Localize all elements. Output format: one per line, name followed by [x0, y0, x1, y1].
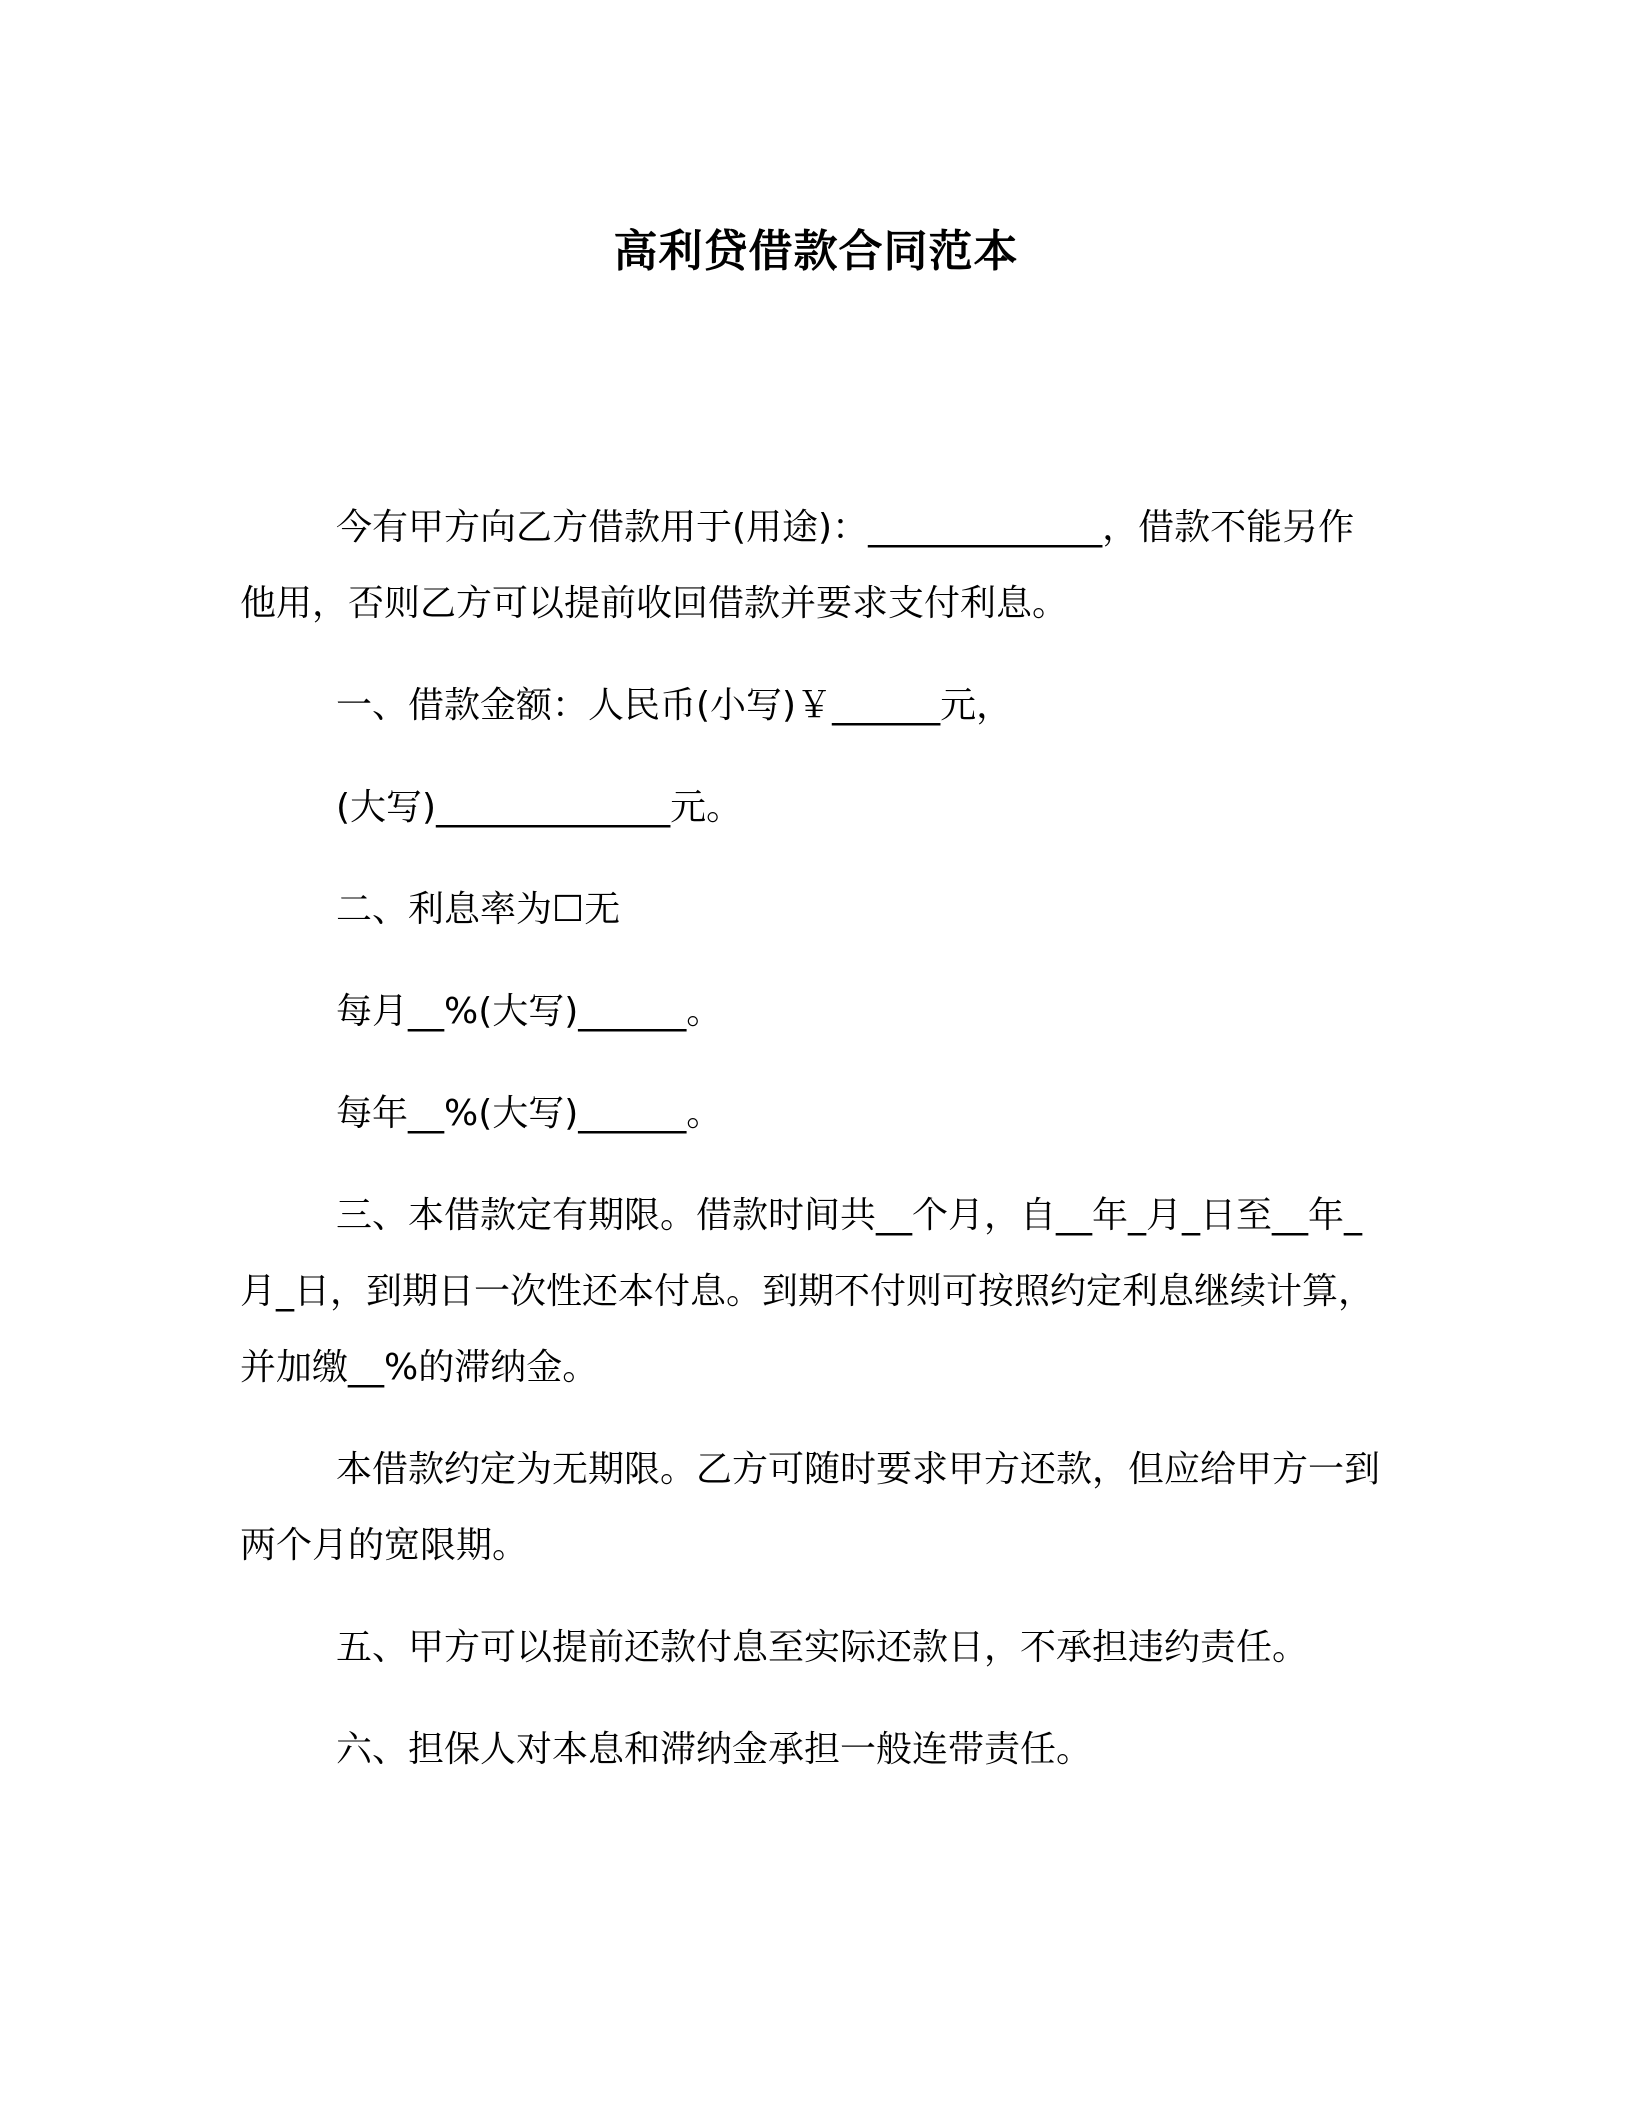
document-body	[240, 490, 1390, 1814]
paragraph-amount-uppercase: (大写)_____________元。	[336, 787, 743, 828]
paragraph-no-term: 本借款约定为无期限。乙方可随时要求甲方还款，但应给甲方一到两个月的宽限期。	[240, 1449, 1381, 1566]
document-title: 高利贷借款合同范本	[613, 226, 1019, 277]
paragraph-interest-rate: 二、利息率为☐无	[336, 889, 621, 930]
paragraph-loan-amount: 一、借款金额：人民币(小写)￥______元，	[336, 685, 1013, 726]
paragraph-yearly-rate: 每年__%(大写)______。	[336, 1093, 723, 1134]
paragraph-monthly-rate: 每月__%(大写)______。	[336, 991, 723, 1032]
paragraph-term: 三、本借款定有期限。借款时间共__个月，自__年_月_日至__年_月_日，到期日一次性还本付息。到期不付则可按照约定利息继续计算，并加缴__%的滞纳金。	[240, 1195, 1375, 1388]
paragraph-guarantor: 六、担保人对本息和滞纳金承担一般连带责任。	[336, 1729, 1093, 1770]
paragraph-purpose: 今有甲方向乙方借款用于(用途)：_____________，借款不能另作他用，否则乙方可以提前收回借款并要求支付利息。	[240, 507, 1355, 624]
paragraph-early-repayment: 五、甲方可以提前还款付息至实际还款日，不承担违约责任。	[336, 1627, 1309, 1668]
